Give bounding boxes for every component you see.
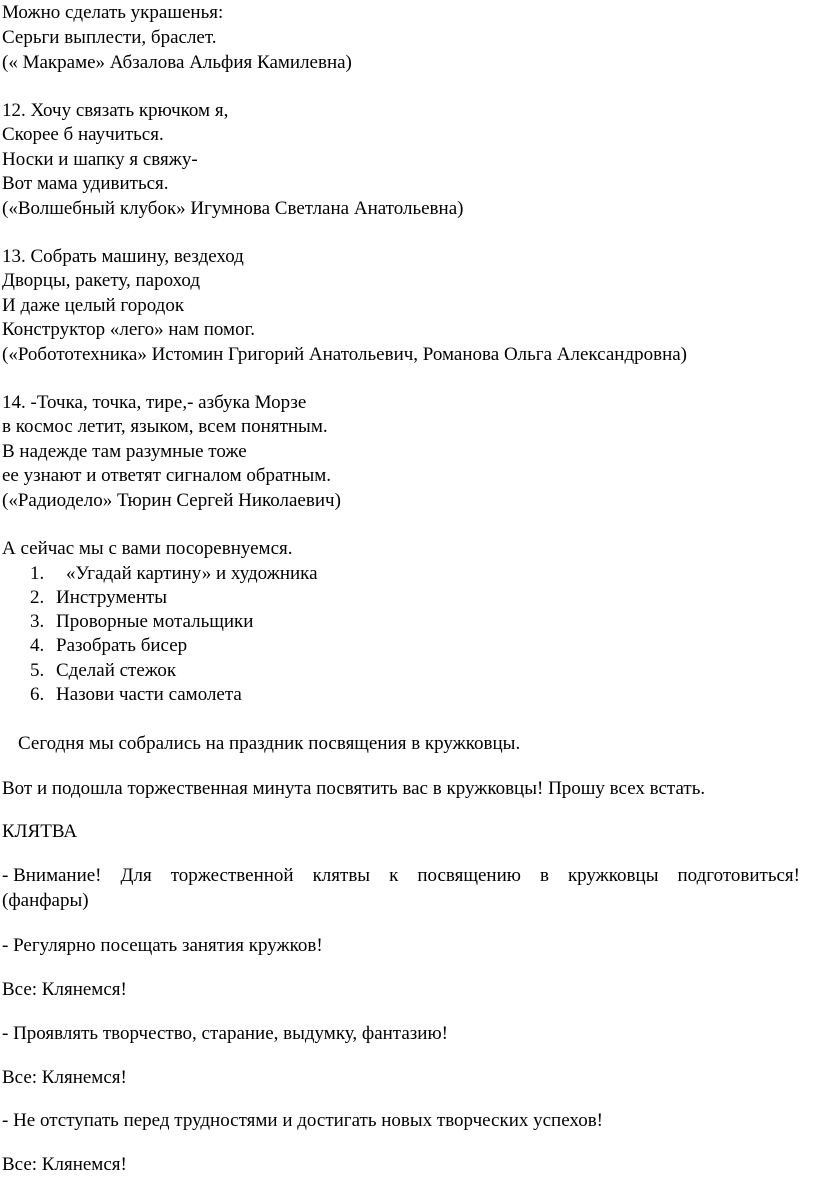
verse-14-line-4: ее узнают и ответят сигналом обратным.	[2, 465, 332, 486]
verse-13-line-1: 13. Собрать машину, вездеход	[2, 246, 244, 267]
verse-13-line-3: И даже целый городок	[2, 295, 185, 316]
list-item-text: Инструменты	[56, 587, 168, 608]
verse-13-line-4: Конструктор «лего» нам помог.	[2, 319, 255, 340]
attention-word: торжественной	[170, 865, 294, 886]
verse-13-attribution: («Робототехника» Истомин Григорий Анатольевич, Романова Ольга Александровна)	[2, 344, 688, 365]
verse-13-line-2: Дворцы, ракету, пароход	[2, 270, 201, 291]
list-item-number: 4.	[30, 635, 45, 656]
verse-14-attribution: («Радиодело» Тюрин Сергей Николаевич)	[2, 490, 341, 511]
attention-word: подготовиться!	[677, 865, 800, 886]
oath-reply-3: Все: Клянемся!	[2, 1154, 127, 1175]
oath-line-2: - Проявлять творчество, старание, выдумку, фантазию!	[2, 1023, 448, 1044]
attention-word: к	[389, 865, 399, 886]
attention-word: - Внимание!	[2, 865, 102, 886]
verse-12-line-2: Скорее б научиться.	[2, 124, 164, 145]
list-item-number: 3.	[30, 611, 45, 632]
attention-word: клятвы	[312, 865, 371, 886]
verse-12-line-4: Вот мама удивиться.	[2, 173, 169, 194]
oath-line-1: - Регулярно посещать занятия кружков!	[2, 935, 323, 956]
list-item-text: Сделай стежок	[56, 660, 177, 681]
oath-reply-2: Все: Клянемся!	[2, 1067, 127, 1088]
oath-title: КЛЯТВА	[2, 821, 78, 842]
list-item-text: «Угадай картину» и художника	[66, 563, 318, 584]
verse-12-line-3: Носки и шапку я свяжу-	[2, 149, 198, 170]
intro-attribution: (« Макраме» Абзалова Альфия Камилевна)	[2, 52, 352, 73]
verse-14-line-3: В надежде там разумные тоже	[2, 441, 247, 462]
list-item-number: 1.	[30, 563, 45, 584]
oath-line-3: - Не отступать перед трудностями и достигать новых творческих успехов!	[2, 1110, 603, 1131]
list-item-text: Проворные мотальщики	[56, 611, 254, 632]
verse-14-line-1: 14. -Точка, точка, тире,- азбука Морзе	[2, 392, 307, 413]
list-item-number: 2.	[30, 587, 45, 608]
oath-fanfare: (фанфары)	[2, 890, 89, 911]
verse-14-line-2: в космос летит, языком, всем понятным.	[2, 416, 328, 437]
attention-word: в	[539, 865, 549, 886]
verse-12-line-1: 12. Хочу связать крючком я,	[2, 100, 229, 121]
list-item-text: Назови части самолета	[56, 684, 242, 705]
verse-12-attribution: («Волшебный клубок» Игумнова Светлана Анатольевна)	[2, 198, 464, 219]
ceremony-gathered: Сегодня мы собрались на праздник посвящения в кружковцы.	[18, 733, 521, 754]
oath-reply-1: Все: Клянемся!	[2, 979, 127, 1000]
oath-attention	[2, 864, 800, 888]
intro-line-2: Серьги выплести, браслет.	[2, 27, 217, 48]
attention-word: Для	[120, 865, 152, 886]
ceremony-moment: Вот и подошла торжественная минута посвятить вас в кружковцы! Прошу всех встать.	[2, 778, 706, 799]
list-item-text: Разобрать бисер	[56, 635, 188, 656]
attention-word: посвящению	[417, 865, 521, 886]
competition-intro: А сейчас мы с вами посоревнуемся.	[2, 538, 293, 559]
attention-word: кружковцы	[567, 865, 659, 886]
list-item-number: 5.	[30, 660, 45, 681]
intro-line-1: Можно сделать украшенья:	[2, 2, 224, 23]
list-item-number: 6.	[30, 684, 45, 705]
